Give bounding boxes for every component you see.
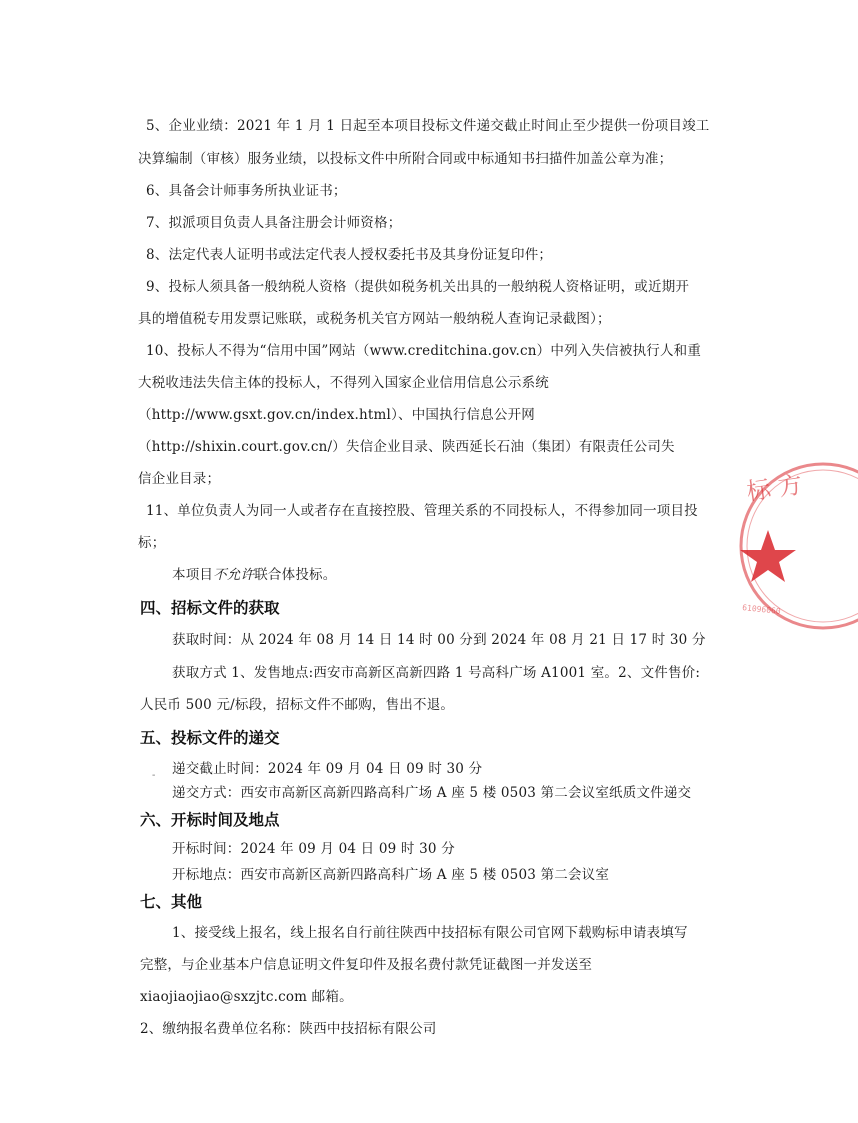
consortium-note bbox=[172, 566, 336, 584]
item-10-line-2: 大税收违法失信主体的投标人，不得列入国家企业信用信息公示系统 bbox=[138, 375, 549, 391]
item-5-line-2: 决算编制（审核）服务业绩，以投标文件中所附合同或中标通知书扫描件加盖公章为准； bbox=[138, 151, 673, 167]
item-9-line-2: 具的增值税专用发票记账联，或税务机关官方网站一般纳税人查询记录截图）； bbox=[138, 311, 611, 327]
item-10-line-5: 信企业目录； bbox=[138, 471, 221, 487]
section-7-p1-line-2: 完整，与企业基本户信息证明文件复印件及报名费付款凭证截图一并发送至 bbox=[140, 957, 593, 973]
seal-characters: 标 方 bbox=[744, 470, 804, 506]
item-5-line-1: 5、企业业绩：2021 年 1 月 1 日起至本项目投标文件递交截止时间止至少提供一份项目竣工 bbox=[146, 118, 710, 134]
seal-digits: 61096060 bbox=[741, 603, 782, 617]
section-4-time: 获取时间：从 2024 年 08 月 14 日 14 时 00 分到 2024 年 08 月 21 日 17 时 30 分 bbox=[172, 632, 706, 648]
item-8: 8、法定代表人证明书或法定代表人授权委托书及其身份证复印件； bbox=[146, 247, 553, 263]
official-seal-stamp bbox=[728, 458, 858, 633]
consortium-suffix: 联合体投标。 bbox=[254, 567, 337, 583]
item-10-line-1: 10、投标人不得为“信用中国”网站（www.creditchina.gov.cn）中列入失信被执行人和重 bbox=[146, 343, 702, 359]
consortium-prefix: 本项目 bbox=[172, 567, 214, 583]
section-4-method-line-1: 获取方式 1、发售地点:西安市高新区高新四路 1 号高科广场 A1001 室。2、文件售价: bbox=[172, 665, 701, 681]
section-6-heading: 六、开标时间及地点 bbox=[140, 811, 280, 829]
seal-star-icon bbox=[740, 530, 796, 582]
item-6: 6、具备会计师事务所执业证书； bbox=[146, 183, 347, 199]
section-7-p2: 2、缴纳报名费单位名称：陕西中技招标有限公司 bbox=[140, 1021, 437, 1037]
section-4-method-line-2: 人民币 500 元/标段，招标文件不邮购，售出不退。 bbox=[140, 697, 455, 713]
section-4-heading: 四、招标文件的获取 bbox=[140, 599, 280, 617]
section-7-heading: 七、其他 bbox=[140, 893, 203, 911]
item-9-line-1: 9、投标人须具备一般纳税人资格（提供如税务机关出具的一般纳税人资格证明，或近期开 bbox=[146, 279, 690, 295]
section-7-p1-line-1: 1、接受线上报名，线上报名自行前往陕西中技招标有限公司官网下载购标申请表填写 bbox=[172, 925, 688, 941]
section-5-method: 递交方式：西安市高新区高新四路高科广场 A 座 5 楼 0503 第二会议室纸质文件递交 bbox=[172, 785, 692, 801]
section-5-deadline: 递交截止时间：2024 年 09 月 04 日 09 时 30 分 bbox=[172, 761, 483, 777]
margin-mark: - bbox=[152, 770, 156, 781]
item-11-line-1: 11、单位负责人为同一人或者存在直接控股、管理关系的不同投标人，不得参加同一项目投 bbox=[146, 503, 698, 519]
section-6-place: 开标地点：西安市高新区高新四路高科广场 A 座 5 楼 0503 第二会议室 bbox=[172, 867, 610, 883]
section-6-time: 开标时间：2024 年 09 月 04 日 09 时 30 分 bbox=[172, 841, 455, 857]
item-11-line-2: 标； bbox=[138, 535, 166, 551]
item-10-line-3: （http://www.gsxt.gov.cn/index.html）、中国执行信息公开网 bbox=[138, 407, 536, 423]
item-10-line-4: （http://shixin.court.gov.cn/）失信企业目录、陕西延长石油（集团）有限责任公司失 bbox=[138, 439, 675, 455]
section-5-heading: 五、投标文件的递交 bbox=[140, 729, 280, 747]
item-7: 7、拟派项目负责人具备注册会计师资格； bbox=[146, 215, 402, 231]
consortium-not-allowed: 不允许 bbox=[213, 567, 255, 583]
section-7-p1-line-3: xiaojiaojiao@sxzjtc.com 邮箱。 bbox=[140, 989, 353, 1005]
